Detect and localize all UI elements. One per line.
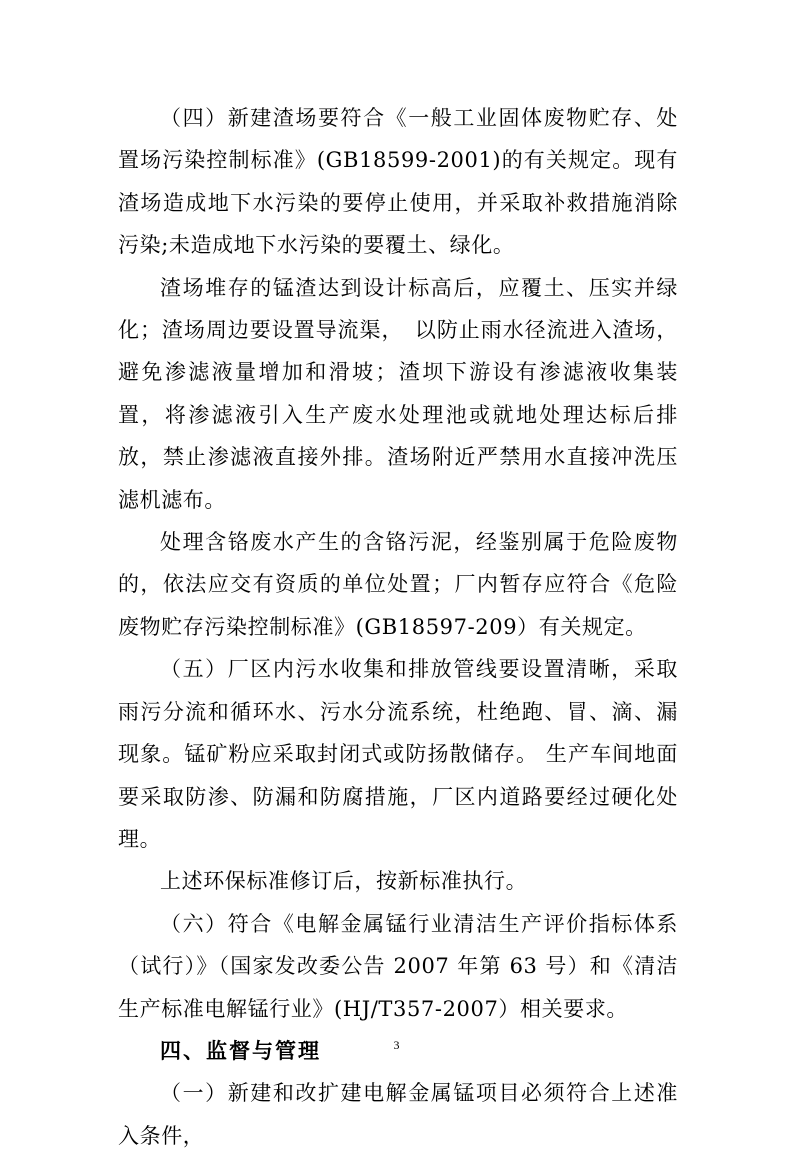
paragraph-slag-storage: 渣场堆存的锰渣达到设计标高后，应覆土、压实并绿化；渣场周边要设置导流渠， 以防止雨水径流进入渣场，避免渗滤液量增加和滑坡；渣坝下游设有渗滤液收集装置，将渗滤液引入生产废水处理池或就地处理达标后排放，禁止渗滤液直接外排。渣场附近严禁用水直接冲洗压滤机滤布。 bbox=[118, 275, 678, 512]
document-body bbox=[118, 97, 678, 1157]
paragraph-clean-production: （六）符合《电解金属锰行业清洁生产评价指标体系（试行）》（国家发改委公告 2007 年第 63 号）和《清洁生产标准电解锰行业》(HJ/T357-2007）相关要求。 bbox=[118, 911, 678, 1021]
paragraph-chromium-sludge: 处理含铬废水产生的含铬污泥，经鉴别属于危险废物的，依法应交有资质的单位处置；厂内暂存应符合《危险废物贮存污染控制标准》(GB18597-209）有关规定。 bbox=[118, 530, 678, 639]
paragraph-new-projects: （一）新建和改扩建电解金属锰项目必须符合上述准入条件， bbox=[118, 1081, 678, 1148]
page-number: 3 bbox=[393, 1038, 400, 1052]
paragraph-standard-revision: 上述环保标准修订后，按新标准执行。 bbox=[160, 869, 528, 894]
paragraph-slag-site-standard: （四）新建渣场要符合《一般工业固体废物贮存、处置场污染控制标准》(GB18599-2001)的有关规定。现有渣场造成地下水污染的要停止使用，并采取补救措施消除污染;未造成地下水污染的要覆土、绿化。 bbox=[118, 106, 678, 258]
paragraph-wastewater-pipelines: （五）厂区内污水收集和排放管线要设置清晰，采取雨污分流和循环水、污水分流系统，杜绝跑、冒、滴、漏现象。锰矿粉应采取封闭式或防扬散储存。 生产车间地面要采取防渗、防漏和防腐措施，厂区内道路要经过硬化处理。 bbox=[118, 657, 678, 851]
section-heading-supervision: 四、监督与管理 bbox=[160, 1037, 321, 1063]
